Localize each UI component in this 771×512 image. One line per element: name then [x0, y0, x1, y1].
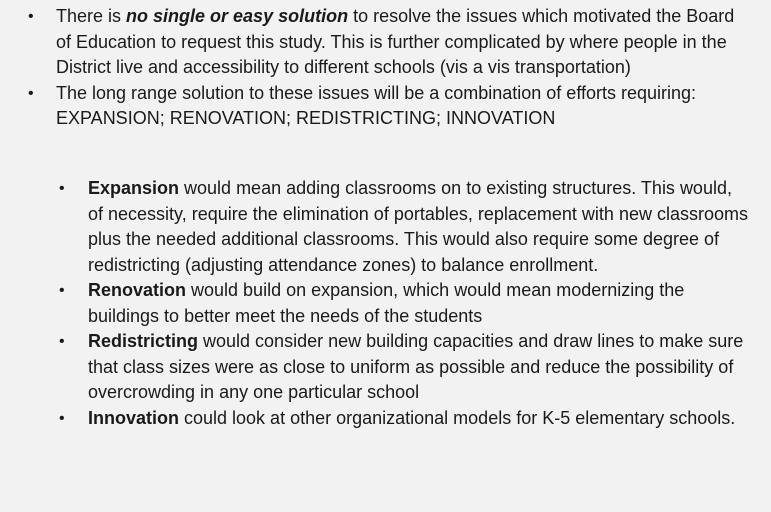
main-bullet-text: The long range solution to these issues will be a combination of efforts requiring: EXPANSION; RENOVATION; REDISTRICTING; INNOVATION	[56, 82, 697, 128]
bullet-icon: •	[28, 84, 34, 102]
bullet-icon: •	[59, 409, 65, 427]
main-bullet-list	[28, 4, 748, 132]
sub-bullet-item-expansion	[59, 176, 749, 278]
sub-bullet-term: Renovation	[88, 280, 187, 300]
sub-bullet-item-renovation	[59, 278, 749, 329]
bullet-icon: •	[59, 282, 65, 299]
emphasis-text: no single or easy solution	[126, 6, 349, 26]
sub-bullet-text: would mean adding classrooms on to existing structures. This would, of necessity, require the elimination of portables, replacement with new classrooms plus the needed additional classrooms. This would also require some degree of redistricting (adjusting attendance zones) to balance enrollment.	[88, 178, 748, 275]
sub-bullet-text: would consider new building capacities and draw lines to make sure that class sizes were as close to uniform as possible and reduce the possibility of overcrowding in any one particular school	[88, 331, 744, 402]
sub-bullet-list	[59, 176, 749, 431]
bullet-icon: •	[59, 333, 65, 350]
sub-bullet-text: would build on expansion, which would mean modernizing the buildings to better meet the needs of the students	[88, 280, 685, 326]
sub-bullet-item-redistricting	[59, 329, 749, 406]
sub-bullet-item-innovation	[59, 406, 749, 432]
main-bullet-text-end: to resolve the issues which motivated the Board of Education to request this study. This is further complicated by where people in the District live and accessibility to different schools (vis a vis transportation)	[56, 6, 735, 77]
bullet-icon: •	[28, 8, 34, 25]
main-bullet-text-start: There is	[56, 6, 127, 26]
sub-bullet-term: Expansion	[88, 178, 180, 198]
sub-bullet-text: could look at other organizational models for K-5 elementary schools.	[179, 407, 736, 428]
sub-bullet-term: Redistricting	[88, 331, 199, 351]
bullet-icon: •	[59, 180, 65, 197]
sub-bullet-term: Innovation	[88, 407, 179, 428]
main-bullet-item	[28, 81, 748, 132]
main-bullet-item	[28, 4, 748, 81]
